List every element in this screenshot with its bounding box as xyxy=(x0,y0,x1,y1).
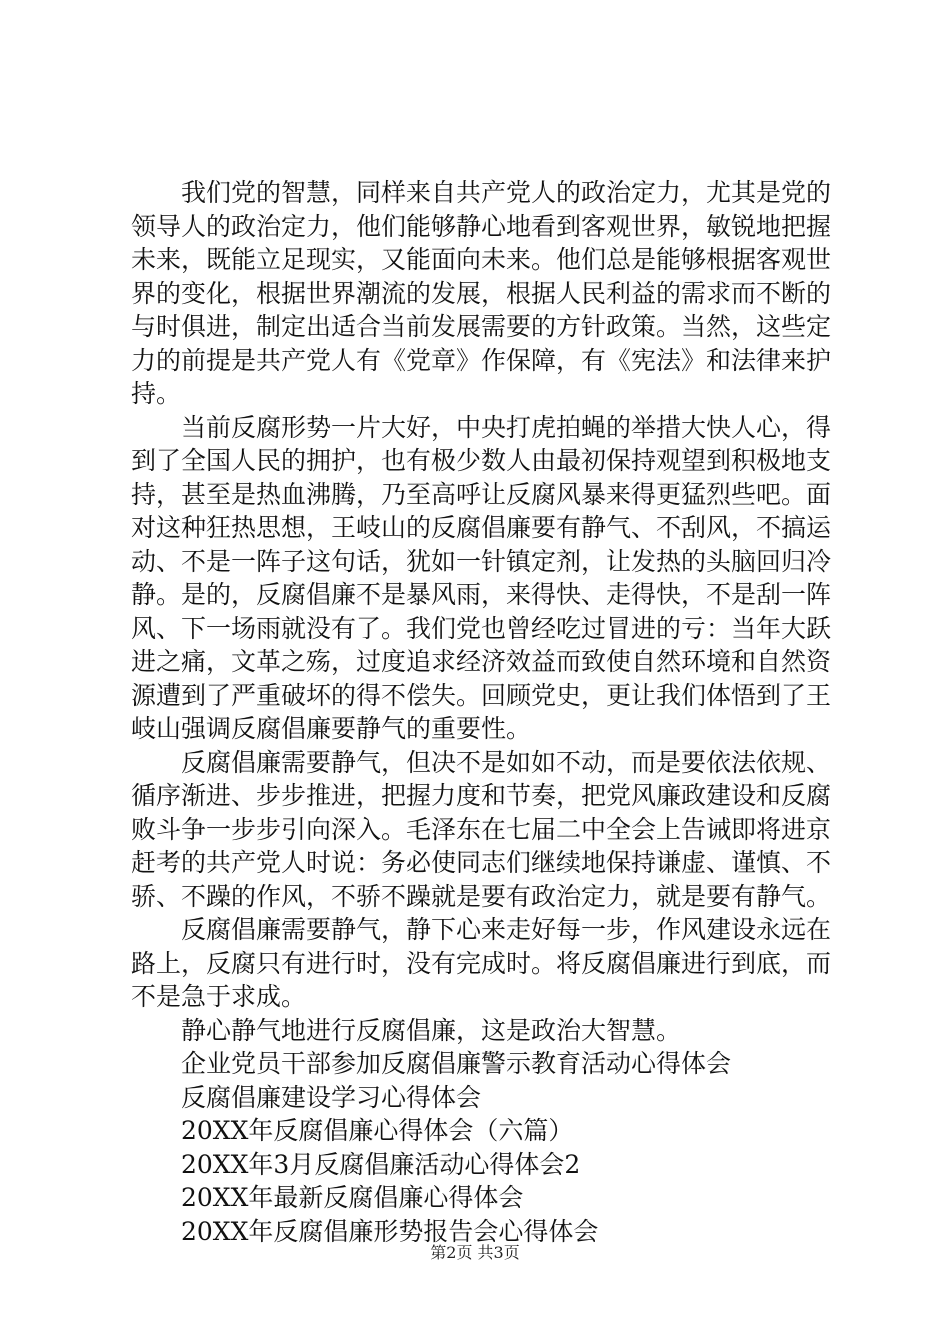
related-article-link[interactable]: 企业党员干部参加反腐倡廉警示教育活动心得体会 xyxy=(181,1049,732,1078)
related-article-link[interactable]: 20XX年反腐倡廉心得体会（六篇） xyxy=(181,1116,574,1145)
paragraph: 反腐倡廉需要静气，静下心来走好每一步，作风建设永远在路上，反腐只有进行时，没有完成时。将反腐倡廉进行到底，而不是急于求成。 xyxy=(131,915,832,1011)
related-article-link[interactable]: 反腐倡廉建设学习心得体会 xyxy=(181,1082,482,1112)
page-number: 第2页 共3页 xyxy=(430,1243,520,1262)
related-article-link[interactable]: 20XX年3月反腐倡廉活动心得体会2 xyxy=(181,1149,581,1179)
closing-line: 静心静气地进行反腐倡廉，这是政治大智慧。 xyxy=(181,1015,682,1045)
related-articles-list xyxy=(131,1014,831,1249)
paragraph: 当前反腐形势一片大好，中央打虎拍蝇的举措大快人心，得到了全国人民的拥护，也有极少数人由最初保持观望到积极地支持，甚至是热血沸腾，乃至高呼让反腐风暴来得更猛烈些吧。面对这种狂热思想，王岐山的反腐倡廉要有静气、不刮风，不搞运动、不是一阵子这句话，犹如一针镇定剂，让发热的头脑回归冷静。是的，反腐倡廉不是暴风雨，来得快、走得快，不是刮一阵风、下一场雨就没有了。我们党也曾经吃过冒进的亏：当年大跃进之痛，文革之殇，过度追求经济效益而致使自然环境和自然资源遭到了严重破坏的得不偿失。回顾党史，更让我们体悟到了王岐山强调反腐倡廉要静气的重要性。 xyxy=(131,412,832,743)
paragraph: 反腐倡廉需要静气，但决不是如如不动，而是要依法依规、循序渐进、步步推进，把握力度和节奏，把党风廉政建设和反腐败斗争一步步引向深入。毛泽东在七届二中全会上告诫即将进京赶考的共产党人时说：务必使同志们继续地保持谦虚、谨慎、不骄、不躁的作风，不骄不躁就是要有政治定力，就是要有静气。 xyxy=(131,747,832,911)
related-article-link[interactable]: 20XX年最新反腐倡廉心得体会 xyxy=(181,1183,524,1212)
related-article-link[interactable]: 20XX年反腐倡廉形势报告会心得体会 xyxy=(181,1216,599,1246)
document-body xyxy=(131,176,831,1248)
paragraph: 我们党的智慧，同样来自共产党人的政治定力，尤其是党的领导人的政治定力，他们能够静心地看到客观世界，敏锐地把握未来，既能立足现实，又能面向未来。他们总是能够根据客观世界的变化，根据世界潮流的发展，根据人民利益的需求而不断的与时俱进，制定出适合当前发展需要的方针政策。当然，这些定力的前提是共产党人有《党章》作保障，有《宪法》和法律来护持。 xyxy=(131,178,832,408)
